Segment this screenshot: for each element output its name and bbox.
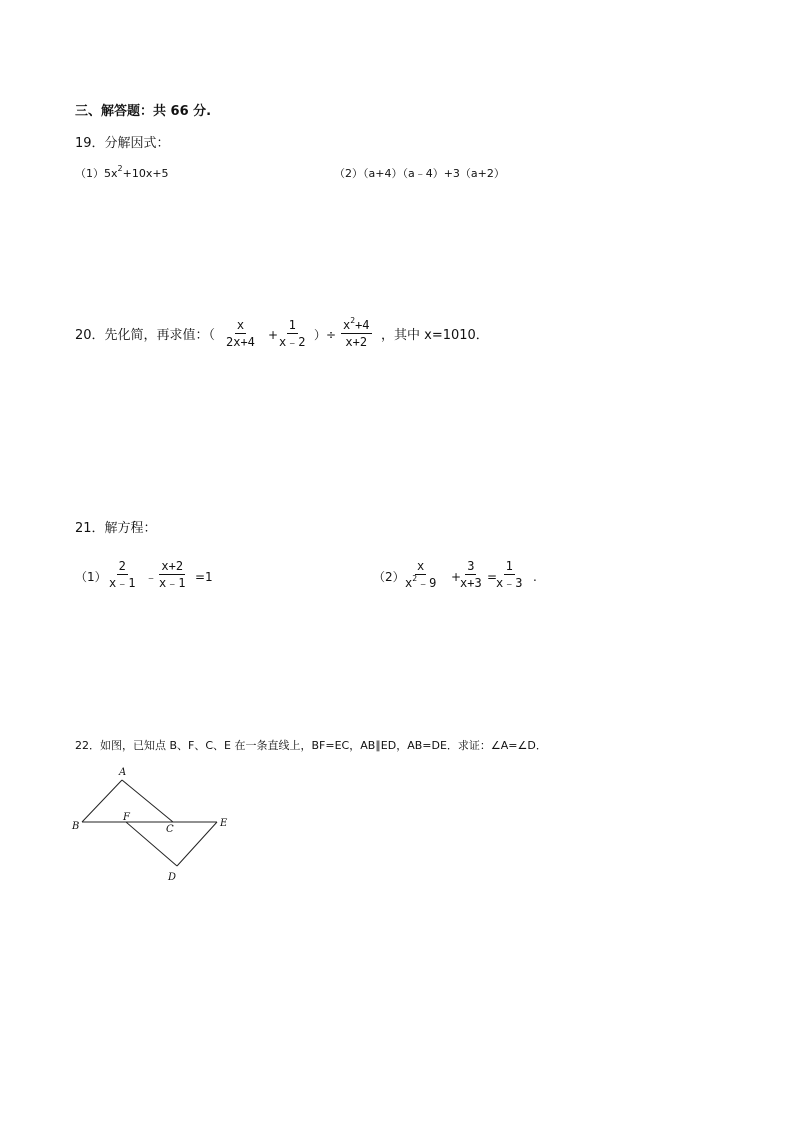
label-d: D <box>168 872 177 883</box>
q20-f3-exponent: 2 <box>350 316 356 325</box>
segment-ab <box>82 780 122 822</box>
q21-p2-f1-den-a: x <box>405 576 413 590</box>
q19-part1-expr-b: +10x+5 <box>122 167 169 180</box>
q20-fraction-1-numerator: x <box>236 318 245 332</box>
q21-part1-label: （1） <box>75 570 107 584</box>
q19-title: 19．分解因式： <box>75 136 170 151</box>
q21-p1-fraction-1-numerator: 2 <box>118 559 126 573</box>
q21-p2-fraction-2 <box>458 559 484 590</box>
label-c: C <box>166 824 174 835</box>
q19-part1-expr-a: 5x <box>104 167 118 180</box>
q21-p2-f1-den-b: ﹣9 <box>417 576 437 590</box>
q21-p2-fraction-2-numerator: 3 <box>467 559 475 573</box>
segment-de <box>177 822 217 866</box>
q19-part1-label: （1） <box>75 167 104 180</box>
q21-p1-fraction-2-numerator: x+2 <box>161 559 184 573</box>
q21-p2-fraction-1-denominator <box>403 575 438 590</box>
q21-part2-label: （2） <box>373 570 405 584</box>
q21-title: 21．解方程： <box>75 521 157 536</box>
q21-p1-rhs: =1 <box>195 570 213 584</box>
q21-p2-equals-sign: = <box>487 570 498 584</box>
label-f: F <box>123 812 130 823</box>
q21-p2-fraction-3 <box>494 559 524 590</box>
q20-f3-num-b: +4 <box>355 318 370 332</box>
q20-fraction-1 <box>224 318 257 349</box>
q21-p2-plus-sign: + <box>451 570 462 584</box>
q20-fraction-3 <box>341 318 372 349</box>
q20-f3-num-a: x <box>343 318 351 332</box>
q22-geometry-figure <box>60 760 240 890</box>
q19-part1-exponent: 2 <box>117 164 123 174</box>
q20-fraction-2 <box>277 318 307 349</box>
q20-fraction-3-numerator <box>341 318 372 334</box>
label-a: A <box>119 767 127 778</box>
label-b: B <box>72 821 80 832</box>
q20-fraction-1-denominator: 2x+4 <box>226 335 255 349</box>
q20-fraction-2-numerator: 1 <box>288 318 296 332</box>
q20-fraction-2-denominator: x﹣2 <box>279 335 306 349</box>
q21-p2-f1-exponent: 2 <box>412 574 418 583</box>
q20-plus-sign: + <box>268 328 279 342</box>
q22-text: 22．如图，已知点 B、F、C、E 在一条直线上，BF=EC，AB∥ED，AB=DE．求证：∠A=∠D． <box>75 739 547 752</box>
q21-p2-fraction-1 <box>403 559 438 590</box>
q20-close-divide: ）÷ <box>314 328 337 342</box>
q21-p2-fraction-3-numerator: 1 <box>505 559 513 573</box>
label-e: E <box>220 818 228 829</box>
q19-part1 <box>75 164 169 181</box>
q21-p2-fraction-3-denominator: x﹣3 <box>496 576 523 590</box>
q21-p1-fraction-1-denominator: x﹣1 <box>109 576 136 590</box>
q21-p1-fraction-2-denominator: x﹣1 <box>159 576 186 590</box>
q19-part2: （2）（a+4）（a﹣4）+3（a+2） <box>334 167 505 180</box>
section-heading: 三、解答题：共 66 分. <box>75 104 212 119</box>
q21-p2-fraction-2-denominator: x+3 <box>460 576 482 590</box>
q20-fraction-3-denominator: x+2 <box>345 335 368 349</box>
q21-p1-fraction-1 <box>107 559 137 590</box>
q21-p1-fraction-2 <box>157 559 187 590</box>
q20-prefix: 20．先化简，再求值：（ <box>75 328 216 343</box>
q21-p1-minus-sign: ﹣ <box>145 570 158 584</box>
q20-suffix: ，其中 x=1010． <box>381 328 489 343</box>
q21-p2-end: . <box>533 570 537 584</box>
q21-p2-fraction-1-numerator: x <box>417 559 425 573</box>
